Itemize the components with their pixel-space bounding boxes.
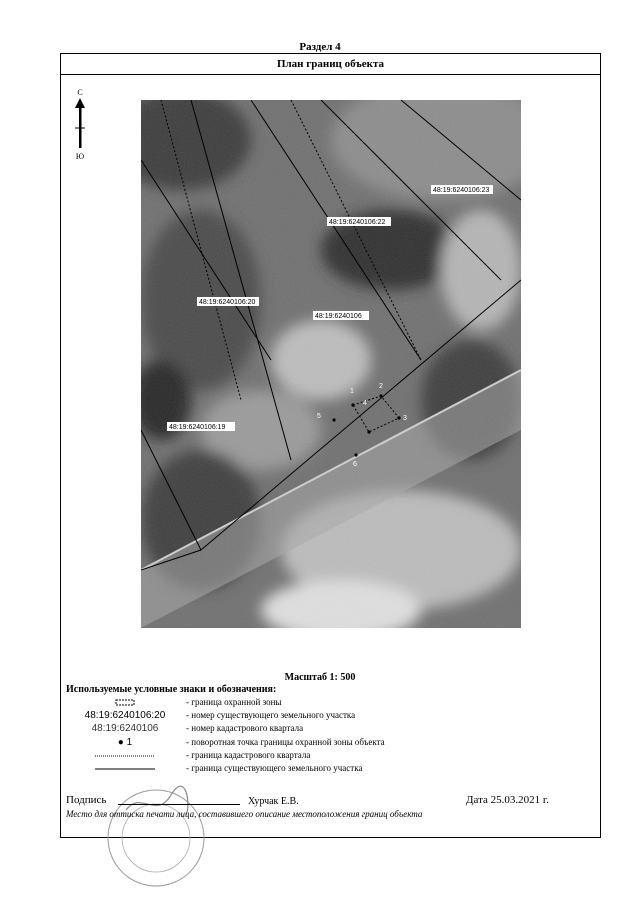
label-parcel-19: 48:19:6240106:19	[169, 424, 226, 431]
point-label: 3	[403, 415, 407, 422]
legend-row	[66, 737, 486, 749]
scale-label: Масштаб 1: 500	[284, 672, 356, 683]
legend-text: - номер кадастрового квартала	[186, 723, 304, 733]
legend-text: - поворотная точка границы охранной зоны объекта	[186, 737, 385, 747]
point-label: 1	[350, 388, 354, 395]
legend-row	[66, 710, 486, 722]
parcel-number-symbol: 48:19:6240106:20	[84, 710, 166, 721]
parcel-boundary-symbol	[66, 763, 184, 776]
compass-arrow-icon	[74, 98, 86, 152]
label-parcel-22: 48:19:6240106:22	[329, 219, 386, 226]
north-label: С	[77, 88, 83, 97]
plan-header: План границ объекта	[61, 54, 600, 75]
point-label: 2	[379, 383, 383, 390]
north-arrow	[72, 88, 88, 164]
point-label: 5	[317, 413, 321, 420]
turning-point-symbol: ● 1	[117, 737, 133, 748]
legend-title: Используемые условные знаки и обозначения:	[66, 684, 277, 695]
label-parcel-20: 48:19:6240106:20	[199, 299, 256, 306]
legend-row	[66, 750, 486, 762]
signer-name: Хурчак Е.В.	[248, 796, 299, 807]
aerial-map	[141, 100, 521, 628]
label-parcel-23: 48:19:6240106:23	[433, 187, 490, 194]
legend-row	[66, 697, 486, 709]
stamp-note: Место для оттиска печати лица, составившего описание местоположения границ объекта	[66, 809, 423, 819]
point-label: 6	[353, 461, 357, 468]
legend-text: - граница кадастрового квартала	[186, 750, 311, 760]
legend-row	[66, 763, 486, 775]
south-label: Ю	[75, 152, 85, 161]
legend-text: - граница охранной зоны	[186, 697, 282, 707]
legend-row	[66, 723, 486, 735]
label-quarter: 48:19:6240106	[315, 313, 362, 320]
map-svg	[141, 100, 521, 628]
quarter-boundary-symbol	[66, 750, 184, 763]
signature-date: Дата 25.03.2021 г.	[466, 794, 549, 806]
point-label: 4	[363, 400, 367, 407]
signature-line	[118, 804, 240, 805]
legend-text: - граница существующего земельного участка	[186, 763, 363, 773]
section-title: Раздел 4	[299, 41, 341, 53]
legend-text: - номер существующего земельного участка	[186, 710, 356, 720]
protection-zone-symbol	[66, 697, 184, 710]
signature-label: Подпись	[66, 794, 107, 806]
seal-stamp	[96, 780, 216, 895]
quarter-number-symbol: 48:19:6240106	[91, 723, 159, 734]
